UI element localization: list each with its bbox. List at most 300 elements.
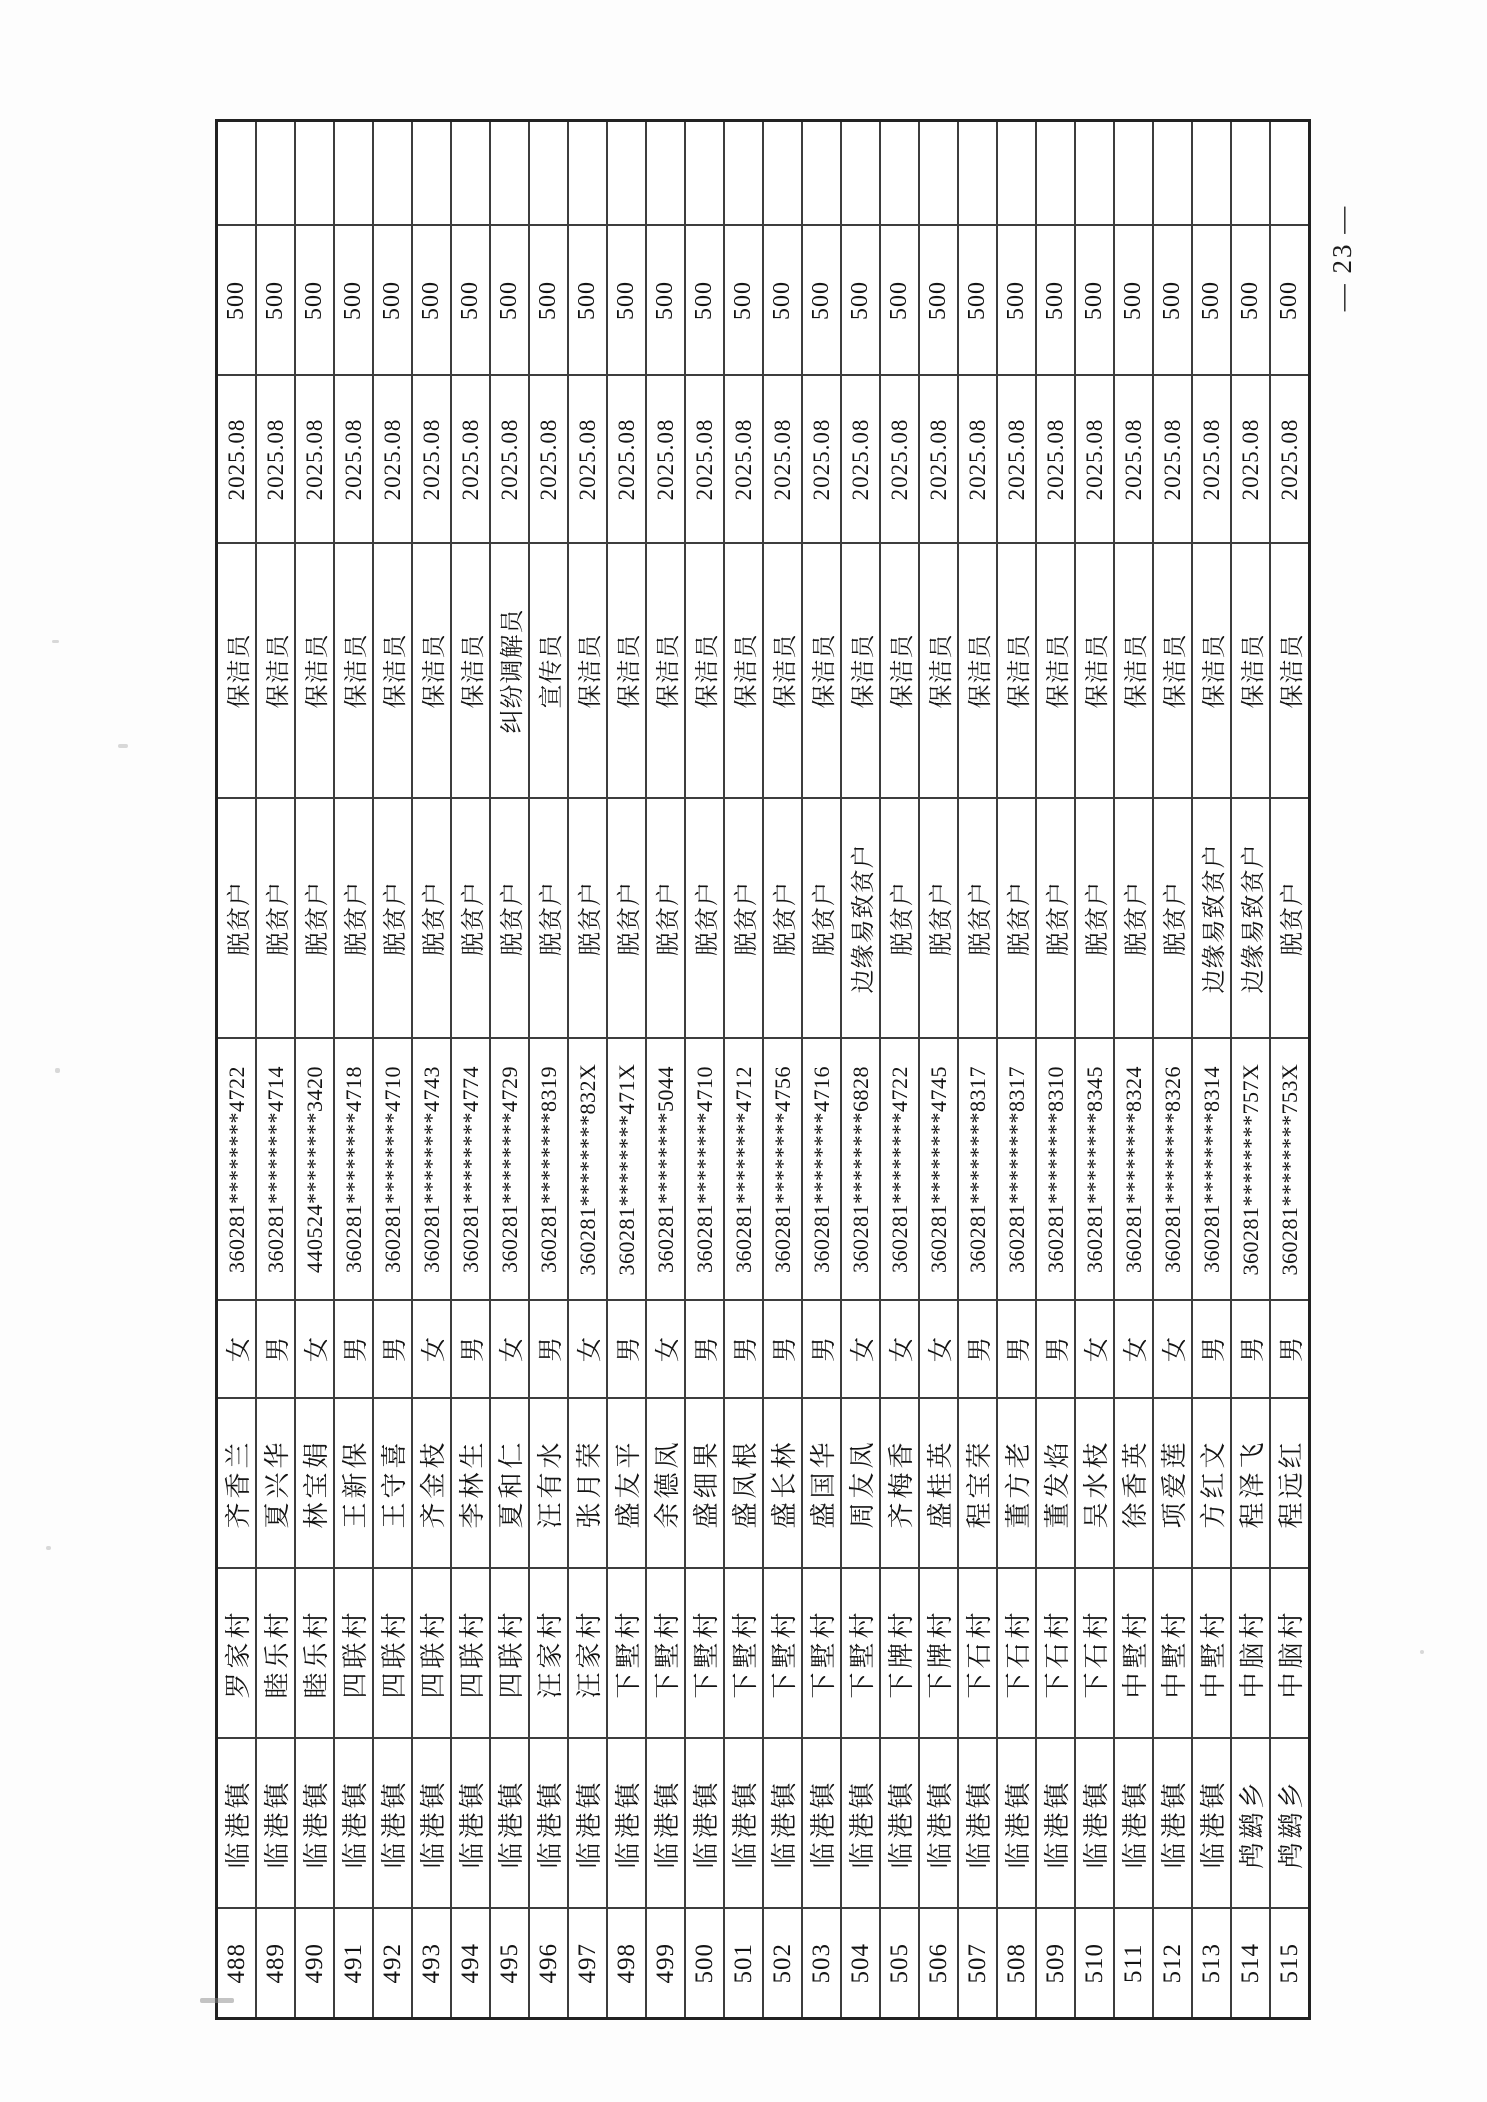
cell-month: 2025.08 [568,376,607,544]
cell-name: 程远红 [1270,1399,1310,1569]
cell-town: 临港镇 [490,1739,529,1909]
cell-town: 临港镇 [997,1739,1036,1909]
cell-village: 下石村 [1036,1569,1075,1739]
cell-post: 保洁员 [451,544,490,799]
cell-gender: 女 [490,1301,529,1399]
cell-month: 2025.08 [1270,376,1310,544]
cell-id_number: 360281********4756 [763,1039,802,1301]
cell-post: 保洁员 [802,544,841,799]
cell-seq: 499 [646,1909,685,2019]
cell-seq: 503 [802,1909,841,2019]
cell-remark [685,121,724,226]
cell-household_type: 脱贫户 [451,799,490,1039]
cell-post: 保洁员 [841,544,880,799]
cell-amount: 500 [1075,226,1114,376]
cell-household_type: 脱贫户 [334,799,373,1039]
cell-remark [763,121,802,226]
cell-amount: 500 [490,226,529,376]
cell-month: 2025.08 [646,376,685,544]
cell-seq: 494 [451,1909,490,2019]
cell-gender: 男 [1231,1301,1270,1399]
cell-remark [1153,121,1192,226]
cell-id_number: 360281********8324 [1114,1039,1153,1301]
cell-gender: 女 [295,1301,334,1399]
cell-remark [451,121,490,226]
cell-name: 盛友平 [607,1399,646,1569]
cell-village: 下牌村 [880,1569,919,1739]
cell-household_type: 脱贫户 [217,799,257,1039]
cell-gender: 男 [724,1301,763,1399]
table-row [568,121,607,2019]
cell-amount: 500 [451,226,490,376]
cell-post: 保洁员 [1036,544,1075,799]
cell-village: 中墅村 [1114,1569,1153,1739]
cell-id_number: 360281********4729 [490,1039,529,1301]
cell-id_number: 360281********8317 [997,1039,1036,1301]
cell-household_type: 边缘易致贫户 [1192,799,1231,1039]
cell-month: 2025.08 [529,376,568,544]
cell-remark [1192,121,1231,226]
cell-id_number: 360281********4774 [451,1039,490,1301]
cell-post: 保洁员 [1192,544,1231,799]
cell-village: 下石村 [1075,1569,1114,1739]
table-row [295,121,334,2019]
cell-month: 2025.08 [997,376,1036,544]
cell-seq: 489 [256,1909,295,2019]
table-row [1153,121,1192,2019]
cell-amount: 500 [1114,226,1153,376]
cell-name: 周友凤 [841,1399,880,1569]
cell-seq: 509 [1036,1909,1075,2019]
cell-amount: 500 [529,226,568,376]
cell-village: 四联村 [490,1569,529,1739]
cell-amount: 500 [724,226,763,376]
cell-household_type: 脱贫户 [724,799,763,1039]
cell-seq: 507 [958,1909,997,2019]
cell-post: 保洁员 [412,544,451,799]
cell-name: 董发焰 [1036,1399,1075,1569]
cell-remark [880,121,919,226]
cell-gender: 男 [763,1301,802,1399]
cell-gender: 男 [451,1301,490,1399]
cell-gender: 女 [1114,1301,1153,1399]
cell-month: 2025.08 [1075,376,1114,544]
cell-name: 盛细果 [685,1399,724,1569]
cell-id_number: 360281********8310 [1036,1039,1075,1301]
cell-post: 保洁员 [724,544,763,799]
cell-name: 齐梅香 [880,1399,919,1569]
cell-gender: 男 [334,1301,373,1399]
cell-gender: 男 [373,1301,412,1399]
cell-amount: 500 [568,226,607,376]
cell-household_type: 脱贫户 [607,799,646,1039]
table-row [217,121,257,2019]
cell-id_number: 360281********4712 [724,1039,763,1301]
cell-town: 临港镇 [412,1739,451,1909]
cell-month: 2025.08 [841,376,880,544]
cell-month: 2025.08 [880,376,919,544]
table-row [763,121,802,2019]
cell-month: 2025.08 [685,376,724,544]
cell-amount: 500 [412,226,451,376]
cell-remark [1036,121,1075,226]
cell-amount: 500 [1153,226,1192,376]
cell-village: 下墅村 [646,1569,685,1739]
cell-gender: 男 [685,1301,724,1399]
cell-town: 临港镇 [1114,1739,1153,1909]
table-row [256,121,295,2019]
cell-household_type: 脱贫户 [919,799,958,1039]
cell-household_type: 脱贫户 [295,799,334,1039]
cell-id_number: 360281********4745 [919,1039,958,1301]
cell-remark [568,121,607,226]
cell-amount: 500 [919,226,958,376]
cell-household_type: 脱贫户 [958,799,997,1039]
cell-month: 2025.08 [334,376,373,544]
cell-town: 临港镇 [685,1739,724,1909]
cell-name: 项爱莲 [1153,1399,1192,1569]
cell-gender: 女 [919,1301,958,1399]
cell-household_type: 脱贫户 [763,799,802,1039]
cell-post: 保洁员 [295,544,334,799]
cell-town: 临港镇 [1192,1739,1231,1909]
cell-name: 林宝娟 [295,1399,334,1569]
cell-seq: 504 [841,1909,880,2019]
cell-gender: 女 [841,1301,880,1399]
cell-name: 盛国华 [802,1399,841,1569]
cell-id_number: 360281********4722 [217,1039,257,1301]
cell-town: 鸬鹚乡 [1270,1739,1310,1909]
cell-remark [412,121,451,226]
cell-name: 汪有水 [529,1399,568,1569]
cell-village: 四联村 [334,1569,373,1739]
cell-post: 保洁员 [217,544,257,799]
cell-name: 齐香兰 [217,1399,257,1569]
cell-month: 2025.08 [295,376,334,544]
cell-amount: 500 [217,226,257,376]
cell-name: 程泽飞 [1231,1399,1270,1569]
cell-remark [841,121,880,226]
cell-id_number: 360281********5044 [646,1039,685,1301]
cell-remark [490,121,529,226]
cell-seq: 500 [685,1909,724,2019]
scan-artifact [1420,1650,1424,1654]
table-row [607,121,646,2019]
cell-household_type: 脱贫户 [412,799,451,1039]
cell-seq: 490 [295,1909,334,2019]
cell-post: 保洁员 [1114,544,1153,799]
cell-town: 临港镇 [880,1739,919,1909]
cell-gender: 男 [529,1301,568,1399]
cell-post: 保洁员 [919,544,958,799]
cell-gender: 女 [646,1301,685,1399]
scan-artifact [200,1998,234,2003]
cell-post: 保洁员 [646,544,685,799]
cell-town: 临港镇 [802,1739,841,1909]
cell-village: 四联村 [412,1569,451,1739]
cell-amount: 500 [685,226,724,376]
cell-remark [607,121,646,226]
cell-seq: 512 [1153,1909,1192,2019]
cell-village: 下墅村 [685,1569,724,1739]
cell-town: 临港镇 [958,1739,997,1909]
cell-seq: 493 [412,1909,451,2019]
cell-remark [646,121,685,226]
cell-remark [295,121,334,226]
cell-month: 2025.08 [490,376,529,544]
cell-seq: 508 [997,1909,1036,2019]
cell-remark [1114,121,1153,226]
table-row [1192,121,1231,2019]
cell-town: 临港镇 [841,1739,880,1909]
table-row [451,121,490,2019]
cell-seq: 502 [763,1909,802,2019]
cell-town: 临港镇 [607,1739,646,1909]
cell-amount: 500 [997,226,1036,376]
cell-name: 夏和仁 [490,1399,529,1569]
cell-month: 2025.08 [1192,376,1231,544]
cell-name: 夏兴华 [256,1399,295,1569]
cell-village: 罗家村 [217,1569,257,1739]
cell-name: 余德凤 [646,1399,685,1569]
table-row [412,121,451,2019]
cell-month: 2025.08 [958,376,997,544]
cell-post: 保洁员 [373,544,412,799]
cell-village: 下墅村 [607,1569,646,1739]
scan-artifact [46,1546,51,1550]
cell-seq: 497 [568,1909,607,2019]
table-row [1231,121,1270,2019]
cell-town: 临港镇 [1036,1739,1075,1909]
cell-month: 2025.08 [373,376,412,544]
cell-seq: 513 [1192,1909,1231,2019]
cell-household_type: 脱贫户 [1153,799,1192,1039]
cell-gender: 男 [1270,1301,1310,1399]
cell-name: 盛桂英 [919,1399,958,1569]
cell-village: 中墅村 [1153,1569,1192,1739]
cell-village: 四联村 [451,1569,490,1739]
cell-gender: 女 [880,1301,919,1399]
cell-id_number: 360281********757X [1231,1039,1270,1301]
cell-month: 2025.08 [256,376,295,544]
cell-post: 保洁员 [607,544,646,799]
cell-village: 下墅村 [763,1569,802,1739]
cell-month: 2025.08 [1114,376,1153,544]
cell-remark [997,121,1036,226]
cell-remark [1075,121,1114,226]
cell-village: 睦乐村 [256,1569,295,1739]
cell-seq: 501 [724,1909,763,2019]
cell-amount: 500 [763,226,802,376]
cell-amount: 500 [373,226,412,376]
cell-amount: 500 [1036,226,1075,376]
cell-post: 保洁员 [1231,544,1270,799]
cell-gender: 男 [958,1301,997,1399]
cell-village: 下墅村 [724,1569,763,1739]
cell-household_type: 脱贫户 [568,799,607,1039]
cell-household_type: 脱贫户 [880,799,919,1039]
cell-name: 王守喜 [373,1399,412,1569]
cell-village: 中墅村 [1192,1569,1231,1739]
cell-gender: 男 [1036,1301,1075,1399]
cell-household_type: 脱贫户 [373,799,412,1039]
cell-post: 纠纷调解员 [490,544,529,799]
cell-month: 2025.08 [919,376,958,544]
table-row [1114,121,1153,2019]
cell-gender: 男 [997,1301,1036,1399]
cell-town: 临港镇 [1153,1739,1192,1909]
cell-post: 宣传员 [529,544,568,799]
cell-post: 保洁员 [1153,544,1192,799]
cell-town: 临港镇 [217,1739,257,1909]
cell-month: 2025.08 [802,376,841,544]
cell-amount: 500 [1270,226,1310,376]
cell-village: 汪家村 [568,1569,607,1739]
cell-village: 中脑村 [1231,1569,1270,1739]
cell-amount: 500 [295,226,334,376]
cell-post: 保洁员 [685,544,724,799]
scan-artifact [55,1068,60,1073]
cell-town: 临港镇 [724,1739,763,1909]
cell-post: 保洁员 [997,544,1036,799]
scan-artifact [52,640,59,643]
cell-village: 睦乐村 [295,1569,334,1739]
cell-village: 下墅村 [841,1569,880,1739]
cell-amount: 500 [256,226,295,376]
cell-amount: 500 [646,226,685,376]
cell-seq: 488 [217,1909,257,2019]
cell-gender: 男 [802,1301,841,1399]
cell-household_type: 脱贫户 [529,799,568,1039]
cell-name: 程宝荣 [958,1399,997,1569]
cell-household_type: 脱贫户 [1114,799,1153,1039]
cell-town: 临港镇 [256,1739,295,1909]
cell-seq: 514 [1231,1909,1270,2019]
table-row [880,121,919,2019]
cell-id_number: 440524********3420 [295,1039,334,1301]
cell-post: 保洁员 [958,544,997,799]
cell-town: 鸬鹚乡 [1231,1739,1270,1909]
table-row [1036,121,1075,2019]
cell-town: 临港镇 [373,1739,412,1909]
cell-gender: 女 [1153,1301,1192,1399]
scan-artifact [118,744,128,748]
cell-household_type: 脱贫户 [1075,799,1114,1039]
cell-id_number: 360281********753X [1270,1039,1310,1301]
cell-id_number: 360281********4710 [373,1039,412,1301]
table-row [334,121,373,2019]
cell-id_number: 360281********4714 [256,1039,295,1301]
cell-household_type: 脱贫户 [1036,799,1075,1039]
cell-id_number: 360281********4716 [802,1039,841,1301]
cell-household_type: 边缘易致贫户 [841,799,880,1039]
cell-post: 保洁员 [334,544,373,799]
table-row [724,121,763,2019]
cell-remark [724,121,763,226]
cell-amount: 500 [1231,226,1270,376]
cell-household_type: 边缘易致贫户 [1231,799,1270,1039]
cell-village: 下石村 [997,1569,1036,1739]
cell-gender: 女 [1075,1301,1114,1399]
cell-amount: 500 [958,226,997,376]
cell-amount: 500 [334,226,373,376]
cell-village: 中脑村 [1270,1569,1310,1739]
table-row [1270,121,1310,2019]
cell-month: 2025.08 [451,376,490,544]
cell-town: 临港镇 [646,1739,685,1909]
cell-name: 董方老 [997,1399,1036,1569]
cell-town: 临港镇 [451,1739,490,1909]
cell-gender: 男 [607,1301,646,1399]
table-row [997,121,1036,2019]
cell-name: 盛凤根 [724,1399,763,1569]
cell-village: 四联村 [373,1569,412,1739]
cell-name: 张月荣 [568,1399,607,1569]
cell-month: 2025.08 [1036,376,1075,544]
cell-seq: 506 [919,1909,958,2019]
cell-month: 2025.08 [217,376,257,544]
cell-id_number: 360281********8319 [529,1039,568,1301]
cell-town: 临港镇 [334,1739,373,1909]
cell-remark [334,121,373,226]
cell-amount: 500 [880,226,919,376]
cell-household_type: 脱贫户 [490,799,529,1039]
cell-gender: 女 [568,1301,607,1399]
cell-name: 方红文 [1192,1399,1231,1569]
table-row [529,121,568,2019]
cell-id_number: 360281********4722 [880,1039,919,1301]
table-row [1075,121,1114,2019]
cell-id_number: 360281********6828 [841,1039,880,1301]
cell-seq: 496 [529,1909,568,2019]
subsidy-table-body [217,121,1310,2019]
cell-id_number: 360281********832X [568,1039,607,1301]
cell-id_number: 360281********8314 [1192,1039,1231,1301]
cell-village: 下牌村 [919,1569,958,1739]
subsidy-table [215,119,1311,2020]
cell-remark [217,121,257,226]
cell-month: 2025.08 [607,376,646,544]
rotated-table-container [215,122,1306,2020]
cell-post: 保洁员 [763,544,802,799]
cell-name: 徐香英 [1114,1399,1153,1569]
cell-amount: 500 [607,226,646,376]
cell-seq: 491 [334,1909,373,2019]
cell-remark [919,121,958,226]
cell-month: 2025.08 [763,376,802,544]
cell-month: 2025.08 [1231,376,1270,544]
table-row [490,121,529,2019]
cell-post: 保洁员 [568,544,607,799]
cell-name: 齐金枝 [412,1399,451,1569]
cell-id_number: 360281********4718 [334,1039,373,1301]
cell-household_type: 脱贫户 [802,799,841,1039]
cell-remark [802,121,841,226]
cell-seq: 492 [373,1909,412,2019]
cell-id_number: 360281********8345 [1075,1039,1114,1301]
cell-seq: 510 [1075,1909,1114,2019]
cell-month: 2025.08 [724,376,763,544]
table-row [685,121,724,2019]
cell-post: 保洁员 [1270,544,1310,799]
table-row [958,121,997,2019]
cell-household_type: 脱贫户 [685,799,724,1039]
cell-remark [373,121,412,226]
cell-amount: 500 [841,226,880,376]
cell-remark [958,121,997,226]
cell-name: 王新保 [334,1399,373,1569]
cell-remark [529,121,568,226]
